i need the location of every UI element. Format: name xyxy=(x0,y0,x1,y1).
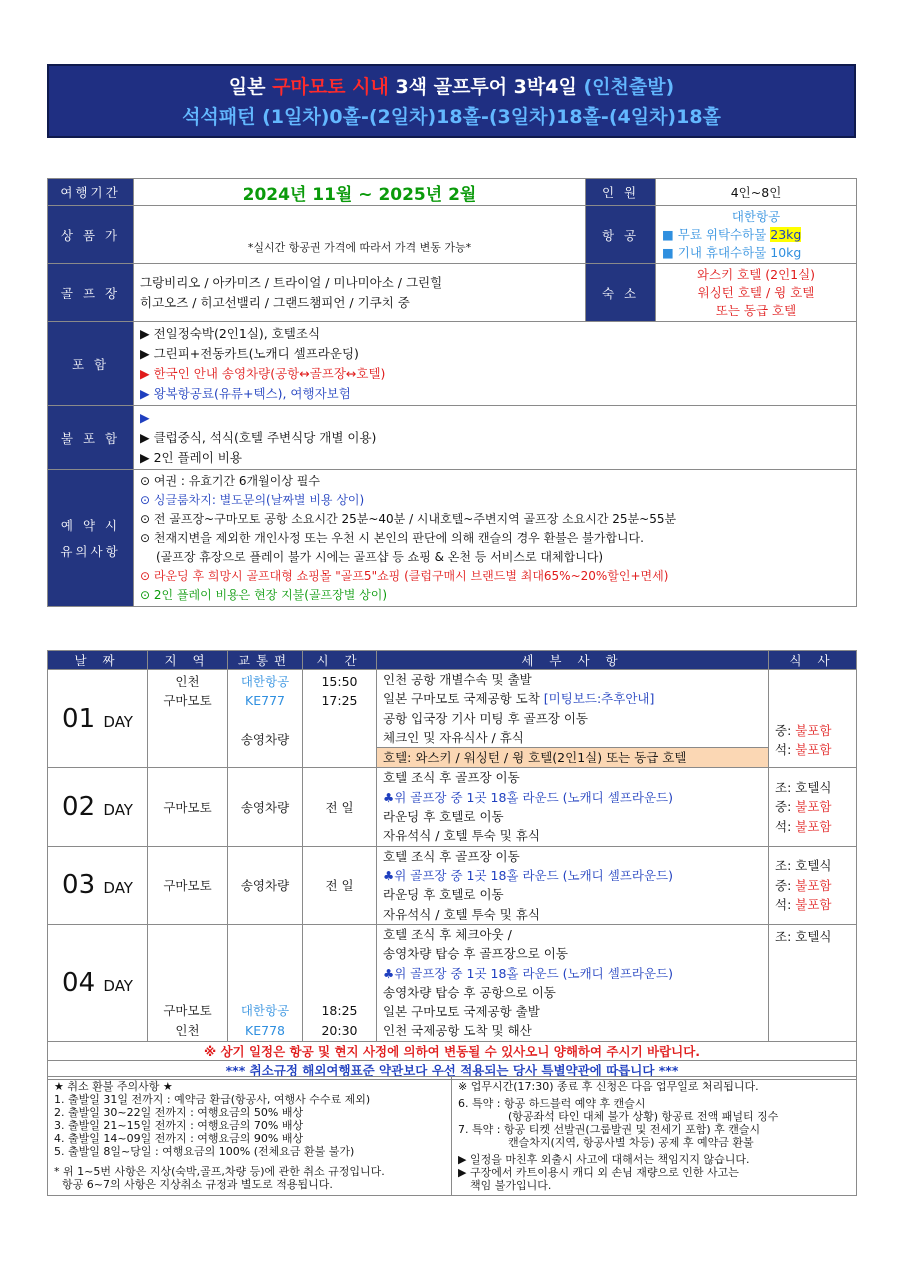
col-details: 세 부 사 항 xyxy=(377,651,769,670)
itinerary-table xyxy=(47,650,857,1080)
col-transport: 교통편 xyxy=(228,651,303,670)
title-city: 구마모토 시내 xyxy=(272,76,389,98)
schedule-change-notice: ※ 상기 일정은 항공 및 현지 사정에 의하여 변동될 수 있사오니 양해하여 주시기 바랍니다. xyxy=(48,1041,857,1060)
tour-info-table xyxy=(47,178,857,607)
title-banner xyxy=(47,64,856,138)
day-meals: 조: 호텔식 중: 불포함 석: 불포함 xyxy=(769,768,857,846)
day-row-1 xyxy=(48,670,857,768)
day-transport: 송영차량 xyxy=(228,768,303,846)
col-region: 지 역 xyxy=(148,651,228,670)
day-transport: 대한항공 KE777 송영차량 xyxy=(228,670,303,768)
title-line-2: 석석패턴 (1일차)0홀-(2일차)18홀-(3일차)18홀-(4일차)18홀 xyxy=(182,106,721,128)
day-region: 인천 구마모토 xyxy=(148,670,228,768)
golf-course-label: 골 프 장 xyxy=(48,264,134,322)
price-label: 상 품 가 xyxy=(48,206,134,264)
day-details: 호텔 조식 후 골프장 이동 ♣위 골프장 중 1곳 18홀 라운드 (노캐디 셀프라운드) 라운딩 후 호텔로 이동 자유석식 / 호텔 투숙 및 휴식 xyxy=(377,768,769,846)
notice-label: 예 약 시 유의사항 xyxy=(48,470,134,607)
include-list: ▶ 전일정숙박(2인1실), 호텔조식 ▶ 그린피+전동카트(노캐디 셀프라운딩) ▶ 한국인 안내 송영차량(공항↔골프장↔호텔) ▶ 왕복항공료(유류+텍스), 여행자보험 xyxy=(134,322,857,406)
day-label: 01 DAY xyxy=(48,670,148,768)
price-note: *실시간 항공권 가격에 따라서 가격 변동 가능* xyxy=(134,206,586,264)
exclude-label: 불 포 함 xyxy=(48,406,134,470)
cancel-rules-left: ★ 취소 환불 주의사항 ★ 1. 출발일 31일 전까지 : 예약금 환급(항공사, 여행사 수수료 제외) 2. 출발일 30~22일 전까지 : 여행요금의 50% 배상 3. 출발일 21~15일 전까지 : 여행요금의 70% 배상 4. 출발일 14~09일 전까지 : 여행요금의 90% 배상 5. 출발일 8일~당일 : 여행요금의 100% (전체요금 환불 불가) * 위 1~5번 사항은 지상(숙박,골프,차량 등)에 관한 취소 규정입니다. 항공 6~7의 사항은 지상취소 규정과 별도로 적용됩니다. xyxy=(48,1077,452,1196)
day-details: 인천 공항 개별수속 및 출발 일본 구마모토 국제공항 도착 [미팅보드:추후안내] 공항 입국장 기사 미팅 후 골프장 이동 체크인 및 자유식사 / 휴식 호텔: 와스키 / 워싱턴 / 윙 호텔(2인1실) 또는 동급 호텔 xyxy=(377,670,769,768)
day-time: 전 일 xyxy=(303,768,377,846)
hotel-label: 숙 소 xyxy=(586,264,656,322)
day-meals: 조: 호텔식 xyxy=(769,924,857,1041)
cancel-policy-notice: *** 취소규정 해외여행표준 약관보다 우선 적용되는 당사 특별약관에 따릅니다 *** xyxy=(48,1060,857,1079)
day-transport: 대한항공 KE778 xyxy=(228,924,303,1041)
airline-label: 항 공 xyxy=(586,206,656,264)
day-region: 구마모토 인천 xyxy=(148,924,228,1041)
day-label: 02 DAY xyxy=(48,768,148,846)
day-time: 18:25 20:30 xyxy=(303,924,377,1041)
day-row-3 xyxy=(48,846,857,924)
period-label: 여행기간 xyxy=(48,179,134,206)
day-details: 호텔 조식 후 체크아웃 / 송영차량 탑승 후 골프장으로 이동 ♣위 골프장 중 1곳 18홀 라운드 (노캐디 셀프라운드) 송영차량 탑승 후 공항으로 이동 일본 구마모토 국제공항 출발 인천 국제공항 도착 및 해산 xyxy=(377,924,769,1041)
hotel-list: 와스키 호텔 (2인1실) 워싱턴 호텔 / 윙 호텔 또는 동급 호텔 xyxy=(656,264,857,322)
include-label: 포 함 xyxy=(48,322,134,406)
cancel-rules-right: ※ 업무시간(17:30) 종료 후 신청은 다음 업무일로 처리됩니다. 6. 특약 : 항공 하드블럭 예약 후 캔슬시 (항공좌석 타인 대체 불가 상황) 항공료 전액 패널티 징수 7. 특약 : 항공 티켓 선발권(그룹발권 및 전세기 포함) 후 캔슬시 캔슬차지(지역, 항공사별 차등) 공제 후 예약금 환불 ▶ 일정을 마친후 외출시 사고에 대해서는 책임지지 않습니다. ▶ 구장에서 카트이용시 캐디 외 손님 재량으로 인한 사고는 책임 불가입니다. xyxy=(452,1077,857,1196)
day-row-2 xyxy=(48,768,857,846)
day-details: 호텔 조식 후 골프장 이동 ♣위 골프장 중 1곳 18홀 라운드 (노캐디 셀프라운드) 라운딩 후 호텔로 이동 자유석식 / 호텔 투숙 및 휴식 xyxy=(377,846,769,924)
notice-list: ⊙ 여권 : 유효기간 6개월이상 필수 ⊙ 싱글룸차지: 별도문의(날짜별 비용 상이) ⊙ 전 골프장~구마모토 공항 소요시간 25분~40분 / 시내호텔~주변지역 골프장 소요시간 25분~55분 ⊙ 천재지변을 제외한 개인사정 또는 우천 시 본인의 판단에 의해 캔슬의 경우 환불은 불가합니다. (골프장 휴장으로 플레이 불가 시에는 골프샵 등 쇼핑 & 온천 등 서비스로 대체합니다) ⊙ 라운딩 후 희망시 골프대형 쇼핑몰 "골프5"쇼핑 (클럽구매시 브랜드별 최대65%~20%할인+면세) ⊙ 2인 플레이 비용은 현장 지불(골프장별 상이) xyxy=(134,470,857,607)
day-transport: 송영차량 xyxy=(228,846,303,924)
day-meals: 중: 불포함 석: 불포함 xyxy=(769,670,857,768)
day-time: 15:50 17:25 xyxy=(303,670,377,768)
baggage-weight-highlight: 23kg xyxy=(770,226,802,242)
col-date: 날 짜 xyxy=(48,651,148,670)
cancellation-table xyxy=(47,1076,857,1196)
people-value: 4인~8인 xyxy=(656,179,857,206)
golf-course-list: 그랑비리오 / 아카미즈 / 트라이얼 / 미나미아소 / 그린힐 히고오즈 / 히고선밸리 / 그랜드챔피언 / 기쿠치 중 xyxy=(134,264,586,322)
col-meal: 식 사 xyxy=(769,651,857,670)
people-label: 인 원 xyxy=(586,179,656,206)
day-row-4 xyxy=(48,924,857,1041)
day-label: 04 DAY xyxy=(48,924,148,1041)
col-time: 시 간 xyxy=(303,651,377,670)
day-meals: 조: 호텔식 중: 불포함 석: 불포함 xyxy=(769,846,857,924)
airline-info: 대한항공 ■ 무료 위탁수하물 23kg ■ 기내 휴대수하물 10kg xyxy=(656,206,857,264)
day-region: 구마모토 xyxy=(148,768,228,846)
period-value: 2024년 11월 ~ 2025년 2월 xyxy=(134,179,586,206)
hotel-bar: 호텔: 와스키 / 워싱턴 / 윙 호텔(2인1실) 또는 동급 호텔 xyxy=(377,747,768,767)
day-label: 03 DAY xyxy=(48,846,148,924)
exclude-list: ▶ ▶ 클럽중식, 석식(호텔 주변식당 개별 이용) ▶ 2인 플레이 비용 xyxy=(134,406,857,470)
title-line-1: 일본 구마모토 시내 3색 골프투어 3박4일 (인천출발) xyxy=(228,76,675,98)
day-region: 구마모토 xyxy=(148,846,228,924)
title-departure: (인천출발) xyxy=(583,76,675,98)
day-time: 전 일 xyxy=(303,846,377,924)
